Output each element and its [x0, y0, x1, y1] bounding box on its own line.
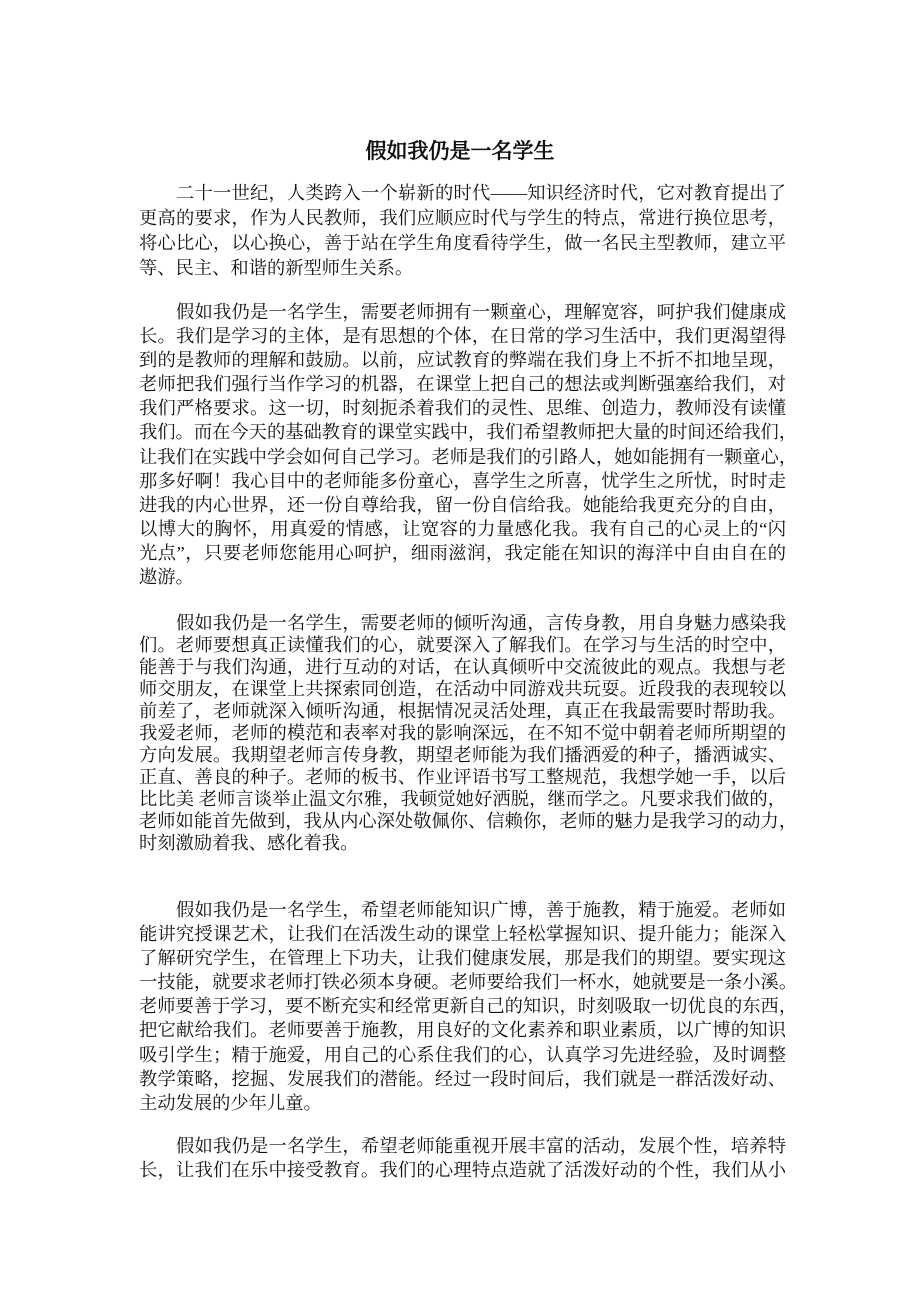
paragraph-line: 们。老师要想真正读懂我们的心，就要深入了解我们。在学习与生活的时空中，	[139, 635, 786, 655]
paragraph-line: 了解研究学生，在管理上下功夫，让我们健康发展，那是我们的期望。要实现这	[139, 948, 786, 969]
paragraph-line: 将心比心，以心换心，善于站在学生角度看待学生，做一名民主型教师，建立平	[139, 233, 786, 253]
paragraph-line: 长，让我们在乐中接受教育。我们的心理特点造就了活泼好动的个性，我们从小	[139, 1159, 786, 1180]
paragraph-line: 更高的要求，作为人民教师，我们应顺应时代与学生的特点，常进行换位思考，	[139, 208, 786, 228]
paragraph-line: 把它献给我们。老师要善于施教，用良好的文化素养和职业素质，以广博的知识	[139, 1020, 786, 1041]
paragraph-line: 能讲究授课艺术，让我们在活泼生动的课堂上轻松掌握知识、提升能力；能深入	[139, 924, 786, 945]
paragraph	[139, 898, 798, 1115]
paragraph-line: 假如我仍是一名学生，需要老师的倾听沟通，言传身教，用自身魅力感染我	[176, 613, 786, 633]
paragraph-line: 假如我仍是一名学生，希望老师能重视开展丰富的活动，发展个性，培养特	[176, 1136, 786, 1156]
paragraph-line: 二十一世纪，人类跨入一个崭新的时代——知识经济时代，它对教育提出了	[176, 183, 786, 203]
paragraph-line: 比比美 老师言谈举止温文尔雅，我顿觉她好洒脱，继而学之。凡要求我们做的，	[139, 789, 786, 809]
paragraph-line: 吸引学生；精于施爱，用自己的心系住我们的心，认真学习先进经验，及时调整	[139, 1044, 786, 1065]
paragraph-line: 教学策略，挖掘、发展我们的潜能。经过一段时间后，我们就是一群活泼好动、	[139, 1068, 786, 1089]
document-title: 假如我仍是一名学生	[365, 139, 555, 164]
paragraph-line: 老师要善于学习，要不断充实和经常更新自己的知识，时刻吸取一切优良的东西，	[139, 996, 798, 1017]
paragraph-line: 进我的内心世界，还一份自尊给我，留一份自信给我。她能给我更充分的自由，	[139, 494, 786, 515]
paragraph	[139, 1135, 786, 1182]
paragraph-line: 等、民主、和谐的新型师生关系。	[139, 258, 414, 278]
paragraph-line: 我们严格要求。这一切，时刻扼杀着我们的灵性、思维、创造力，教师没有读懂	[139, 398, 786, 419]
paragraph-line: 我们。而在今天的基础教育的课堂实践中，我们希望教师把大量的时间还给我们，	[139, 422, 798, 443]
paragraph-line: 遨游。	[139, 567, 194, 588]
paragraph-line: 我爱老师，老师的模范和表率对我的影响深远，在不知不觉中朝着老师所期望的	[139, 723, 786, 743]
paragraph	[139, 612, 798, 854]
paragraph-line: 主动发展的少年儿童。	[139, 1092, 322, 1113]
paragraph-line: 时刻激励着我、感化着我。	[139, 833, 359, 853]
paragraph	[139, 300, 798, 589]
paragraph-line: 能善于与我们沟通，进行互动的对话，在认真倾听中交流彼此的观点。我想与老	[139, 657, 786, 677]
paragraph-line: 以博大的胸怀，用真爱的情感，让宽容的力量感化我。我有自己的心灵上的“闪	[139, 518, 786, 539]
paragraph	[139, 181, 786, 281]
paragraph-line: 到的是教师的理解和鼓励。以前，应试教育的弊端在我们身上不折不扣地呈现，	[139, 350, 786, 371]
paragraph-line: 师交朋友，在课堂上共探索同创造，在活动中同游戏共玩耍。近段我的表现较以	[139, 679, 786, 699]
paragraph-line: 一技能，就要求老师打铁必须本身硬。老师要给我们一杯水，她就要是一条小溪。	[139, 972, 798, 993]
paragraph-line: 假如我仍是一名学生，需要老师拥有一颗童心，理解宽容，呵护我们健康成	[176, 302, 786, 322]
paragraph-line: 前差了，老师就深入倾听沟通，根据情况灵活处理，真正在我最需要时帮助我。	[139, 701, 786, 721]
paragraph-line: 让我们在实践中学会如何自己学习。老师是我们的引路人，她如能拥有一颗童心，	[139, 446, 798, 467]
paragraph-line: 假如我仍是一名学生，希望老师能知识广博，善于施教，精于施爱。老师如	[176, 900, 786, 920]
paragraph-line: 老师如能首先做到，我从内心深处敬佩你、信赖你，老师的魅力是我学习的动力，	[139, 811, 798, 831]
paragraph-line: 长。我们是学习的主体，是有思想的个体，在日常的学习生活中，我们更渴望得	[139, 326, 786, 347]
paragraph-line: 方向发展。我期望老师言传身教，期望老师能为我们播洒爱的种子，播洒诚实、	[139, 745, 786, 765]
paragraph-line: 光点”，只要老师您能用心呵护，细雨滋润，我定能在知识的海洋中自由自在的	[139, 542, 786, 563]
paragraph-line: 老师把我们强行当作学习的机器，在课堂上把自己的想法或判断强塞给我们，对	[139, 374, 786, 395]
paragraph-line: 正直、善良的种子。老师的板书、作业评语书写工整规范，我想学她一手，以后	[139, 767, 786, 787]
paragraph-line: 那多好啊！我心目中的老师能多份童心，喜学生之所喜，忧学生之所忧，时时走	[139, 470, 786, 491]
